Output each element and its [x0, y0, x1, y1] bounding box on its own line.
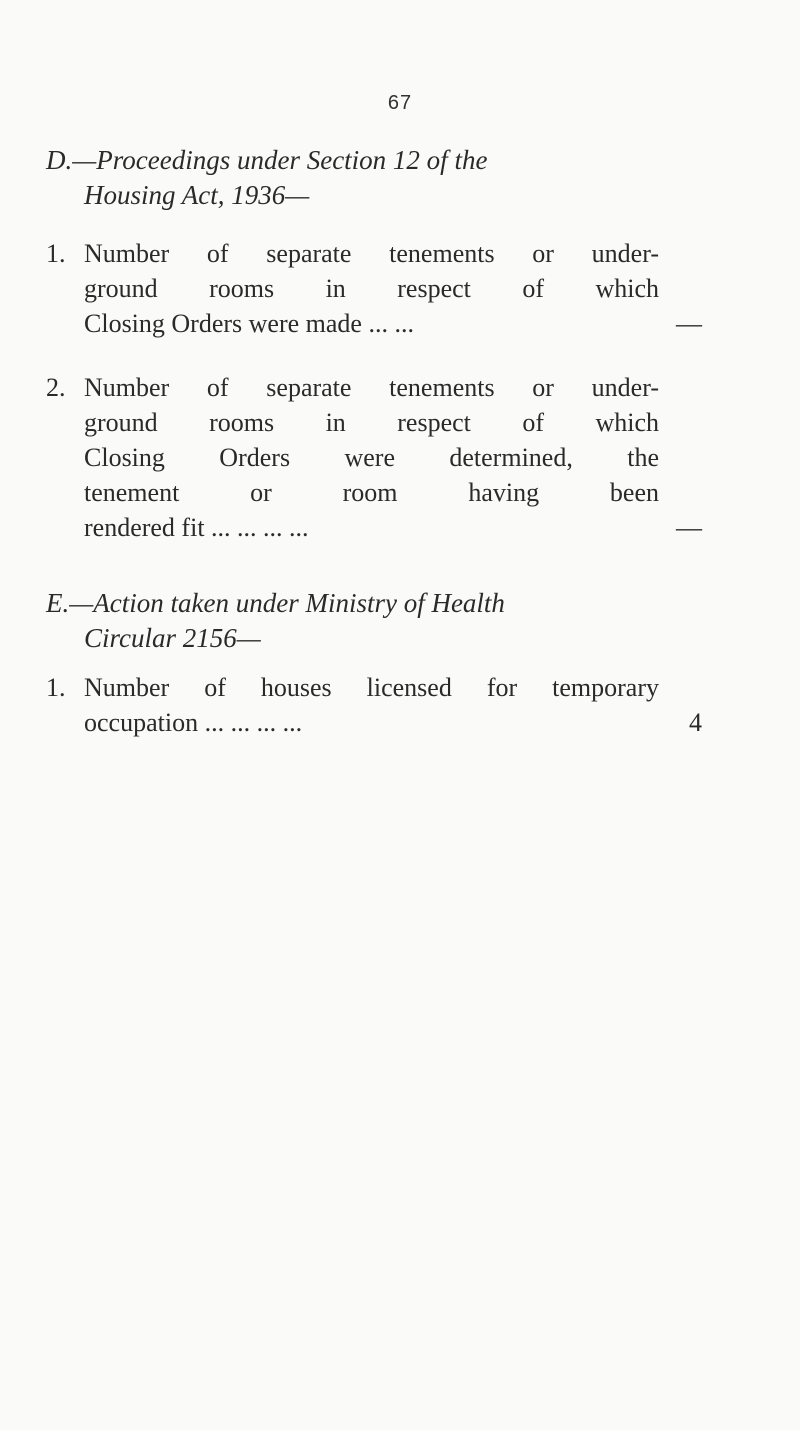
item-number: 2.: [46, 373, 66, 402]
item-text-line: Closing Orders were determined, the: [84, 443, 659, 472]
section-d-item-2-value: —: [676, 513, 702, 542]
section-e-item-1: [46, 670, 666, 745]
section-e-letter: E.: [46, 588, 70, 618]
section-d-dash: —: [72, 145, 97, 175]
section-d-title: Proceedings under Section 12 of the: [96, 145, 488, 175]
item-text: [84, 236, 659, 341]
item-number: 1.: [46, 239, 66, 268]
item-number: 1.: [46, 673, 66, 702]
item-text-line: occupation ... ... ... ...: [84, 708, 303, 737]
section-e-item-1-value: 4: [689, 708, 702, 737]
page-number: 67: [387, 92, 413, 114]
section-d-heading-line1: [46, 145, 487, 175]
section-e-dash: —: [69, 588, 94, 618]
section-e-heading-line1: [46, 588, 505, 618]
item-text-line: rendered fit ... ... ... ...: [84, 513, 309, 542]
section-d-heading: [46, 143, 686, 213]
item-text-line: tenement or room having been: [84, 478, 659, 507]
item-text: [84, 370, 659, 545]
section-e-heading: [46, 586, 686, 656]
item-text-line: Number of separate tenements or under-: [84, 239, 659, 268]
item-text: [84, 670, 659, 740]
item-text-line: Number of houses licensed for temporary: [84, 673, 659, 702]
item-text-line: ground rooms in respect of which: [84, 408, 659, 437]
section-d-item-2: [46, 370, 666, 550]
section-e-title: Action taken under Ministry of Health: [93, 588, 505, 618]
section-d-item-1-value: —: [676, 309, 702, 338]
section-d-letter: D.: [46, 145, 73, 175]
section-d-heading-line2: Housing Act, 1936—: [84, 180, 310, 210]
item-text-line: Number of separate tenements or under-: [84, 373, 659, 402]
item-text-line: ground rooms in respect of which: [84, 274, 659, 303]
item-text-line: Closing Orders were made ... ...: [84, 309, 414, 338]
section-d-item-1: [46, 236, 666, 346]
section-e-heading-line2: Circular 2156—: [84, 623, 261, 653]
